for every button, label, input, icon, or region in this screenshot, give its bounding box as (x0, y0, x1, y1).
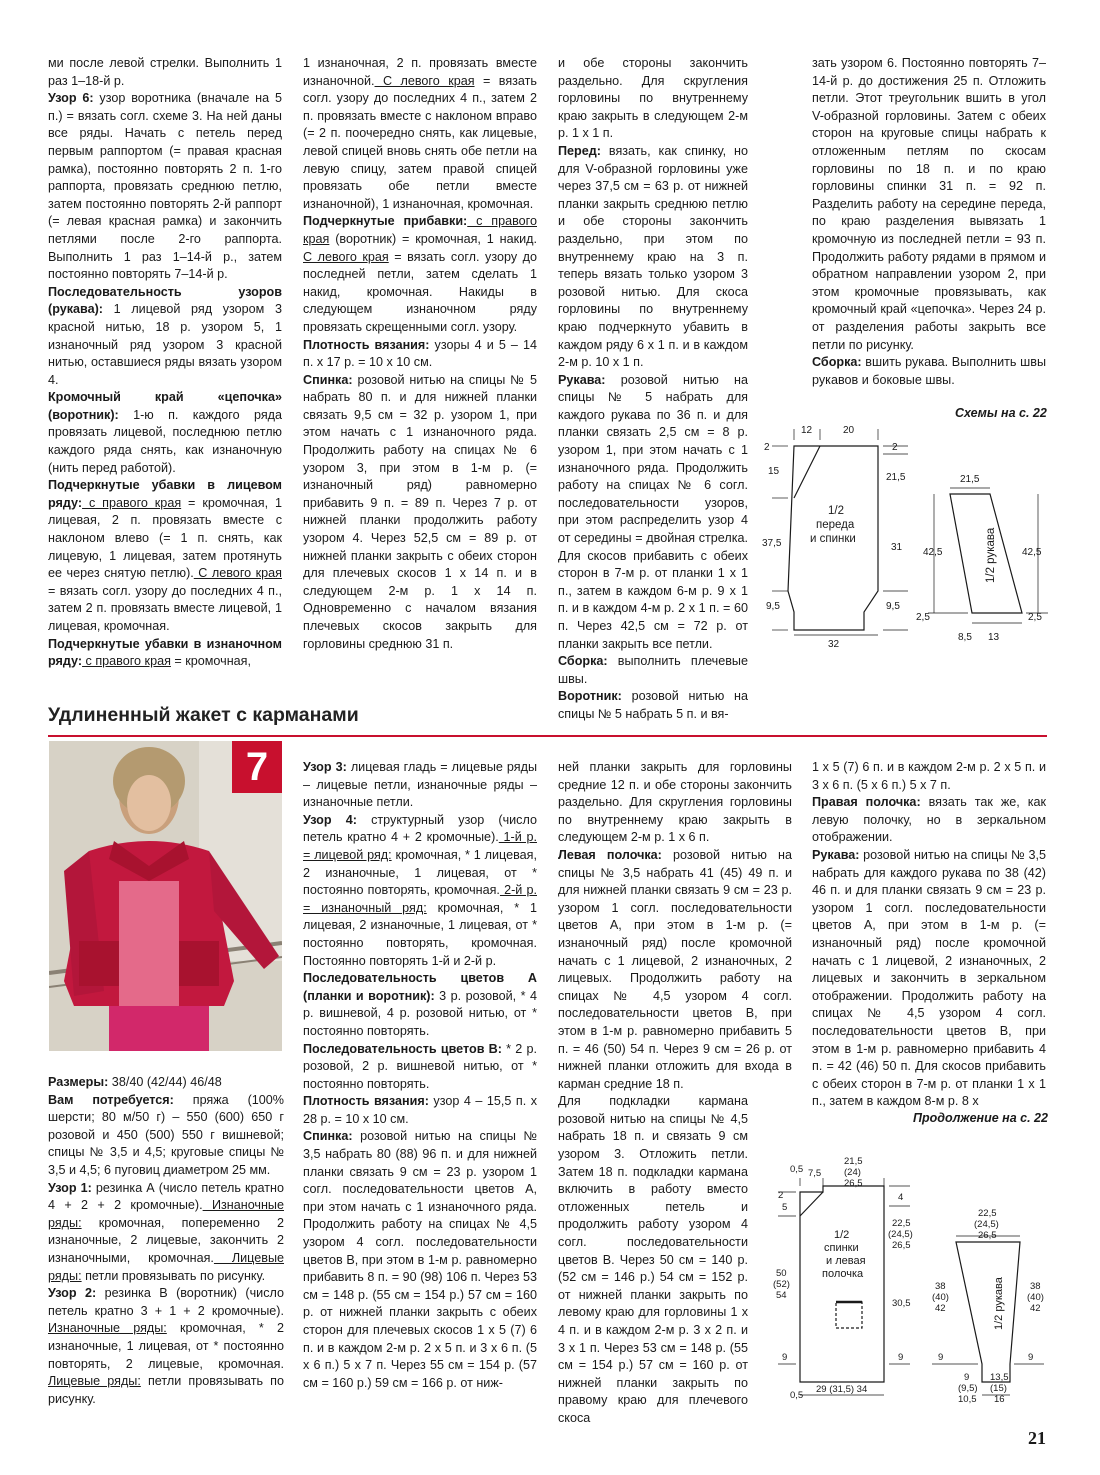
dim-2: 2 (764, 442, 770, 453)
piece-label: переда (816, 519, 855, 531)
top-column-1 (48, 55, 282, 671)
diagram-pattern-2 (760, 1150, 1050, 1410)
dim-13-5: 13,5 (990, 1372, 1009, 1383)
dim-37-5: 37,5 (762, 538, 782, 549)
dim-15: (15) (990, 1383, 1007, 1394)
top-column-4 (812, 55, 1046, 389)
piece-label: спинки (824, 1242, 859, 1254)
dim-50: 50 (776, 1268, 787, 1279)
dim-26-5: 26,5 (892, 1240, 911, 1251)
dim-7-5: 7,5 (808, 1168, 822, 1179)
dim-width: 29 (31,5) 34 (816, 1384, 868, 1395)
article-number-badge: 7 (232, 741, 282, 793)
dim-38: 38 (935, 1281, 946, 1292)
article-intro (48, 1074, 284, 1408)
dim-32: 32 (828, 639, 840, 650)
piece-label: и спинки (810, 533, 856, 545)
paragraph: Перед: вязать, как спинку, но для V-образной горловины уже через 37,5 см = 63 р. от нижней планки закрыть среднюю петлю и обе стороны закончить раздельно, при этом по внутреннему краю на 3 п. теперь вязать только узором 3 розовой нитью. Для скоса горловины по внутреннему краю подчеркнуто убавить в каждом ряду 6 x 1 п. и в каждом 2-м р. 10 x 1 п. (558, 143, 748, 370)
piece-label: полочка (822, 1268, 864, 1280)
paragraph: Рукава: розовой нитью на спицы № 5 набрать для каждого рукава по 36 п. и для планки связать 2,5 см = 8 р. узором 1, при этом начать с 1 изнаночного ряда. Продолжить работу на спицах № 6 согл. последовательности узоров, при этом распределить узор 4 от середины = двойная стрелка. Для скосов прибавить с обеих сторон в 7-м р. от планки 1 x 1 п., затем в каждом 6-м р. 9 x 1 п. и в каждом 4-м р. 2 x 1 п. = 60 п. Через 42,5 см = 72 р. от планки закрыть все петли. (558, 372, 748, 651)
dim-24-5: (24,5) (974, 1219, 999, 1230)
dim-9: 9 (782, 1352, 788, 1363)
paragraph: Последовательность цветов А (планки и воротник): 3 р. розовой, * 4 р. вишневой, 4 р. розовой нитью, от * постоянно повторять. (303, 971, 538, 1038)
back-front-outline (800, 1186, 884, 1382)
dim-9-5: (9,5) (958, 1383, 978, 1394)
sleeve-outline (956, 1242, 1020, 1382)
paragraph: Узор 4: структурный узор (число петель кратно 4 + 2 кромочные). 1-й р. = лицевой ряд: кромочная, * 1 лицевая, 2 изнаночные, 1 лицевая, от * постоянно повторять, кромочная. 2-й р. = изнаночный ряд: кромочная, * 1 лицевая, 2 изнаночные, 1 лицевая, от * постоянно повторять, кромочная. Постоянно повторять 1-й и 2-й р. (303, 812, 537, 968)
dim-30-5: 30,5 (892, 1298, 911, 1309)
top-column-3 (558, 55, 748, 724)
diagram-pattern-1 (758, 418, 1050, 650)
dim-52: (52) (773, 1279, 790, 1290)
paragraph: Плотность вязания: узор 4 – 15,5 п. x 28 р. = 10 x 10 см. (303, 1094, 537, 1126)
dim-2-5: 2,5 (1028, 612, 1042, 623)
dim-22-5: 22,5 (892, 1218, 911, 1229)
dim-42-5: 42,5 (923, 547, 943, 558)
paragraph: Последовательность узоров (рукава): 1 лицевой ряд узором 3 красной нитью, 18 р. узором 5, 1 изнаночный ряд узором 3 красной нитью, оставшиеся ряды вязать узором 4. (48, 284, 282, 387)
paragraph: 1 изнаночная, 2 п. провязать вместе изнаночной. С левого края = вязать согл. узору до последних 4 п., затем 2 п. провязать вместе с наклоном вправо (= 2 п. поочередно снять, как лицевые, левой спицей вновь снять обе петли на левую спицу, затем правой спицей провязать обе петли вместе изнаночной), 1 изнаночная, кромочная. (303, 56, 537, 211)
dim-54: 54 (776, 1290, 787, 1301)
article-column-2 (303, 759, 537, 1392)
paragraph: Плотность вязания: узоры 4 и 5 – 14 п. x 17 р. = 10 x 10 см. (303, 337, 537, 370)
article-column-4 (812, 759, 1046, 1111)
dim-9-5: 9,5 (766, 601, 780, 612)
dim-12: 12 (801, 425, 813, 436)
paragraph: Воротник: розовой нитью на спицы № 5 набрать 5 п. и вя- (558, 689, 748, 721)
sleeve-label: 1/2 рукава (985, 527, 997, 583)
neckline (794, 446, 820, 498)
paragraph: ми после левой стрелки. Выполнить 1 раз 1–18-й р. (48, 56, 282, 88)
paragraph: Последовательность цветов В: * 2 р. розовой, 2 р. вишневой нитью, от * постоянно повторять. (303, 1041, 537, 1091)
paragraph: и обе стороны закончить раздельно. Для скругления горловины по внутреннему краю закрыть в следующем 2-м р. 1 x 1 п. (558, 56, 748, 141)
dim-13: 13 (988, 632, 1000, 643)
dim-4: 4 (898, 1192, 904, 1203)
article-title: Удлиненный жакет с карманами (48, 704, 359, 726)
dim-21-5: 21,5 (844, 1156, 863, 1167)
dim-2: 2 (892, 442, 898, 453)
paragraph: Левая полочка: розовой нитью на спицы № 3,5 набрать 41 (45) 49 п. и для нижней планки связать 9 см = 23 р. узором 1 согл. последовательности цветов А, при этом в 1-м р. (= изнаночный ряд) после кромочной начать с 1 лицевой, 2 изнаночных, 2 лицевых. Продолжить работу на спицах № 4,5 узором 4 согл. последовательности цветов В, при этом в 1-м р. равномерно прибавить 5 п. = 46 (50) 54 п. Через 9 см = 26 р. от нижней планки отложить для входа в карман средние 18 п. (558, 847, 793, 1091)
paragraph: Узор 6: узор воротника (вначале на 5 п.) = вязать согл. схеме 3. На ней даны все ряды. Начать с петель перед первым раппортом (= правая красная рамка), постоянно повторять 2 п. 1-го раппорта, провязать среднюю петлю, затем постоянно повторять 2-й раппорт (= левая красная рамка) и закончить петлями после 2-го раппорта. Выполнить 1 раз 1–14-й р., затем постоянно повторять 7–14-й р. (48, 91, 282, 282)
dim-42: 42 (1030, 1303, 1041, 1314)
dim-20: 20 (843, 425, 855, 436)
dim-0-5: 0,5 (790, 1164, 804, 1175)
dim-0-5: 0,5 (790, 1390, 804, 1401)
paragraph: Вам потребуется: пряжа (100% шерсти; 80 м/50 г) – 550 (600) 650 г розовой и 450 (500) 550 г вишневой; спицы № 3,5 и 4,5; круговые спицы № 3,5 и 4,5; 6 пуговиц диаметром 25 мм. (48, 1092, 284, 1177)
dim-9: 9 (938, 1352, 944, 1363)
dim-9: 9 (964, 1372, 970, 1383)
piece-label: и левая (826, 1255, 866, 1267)
paragraph: Узор 3: лицевая гладь = лицевые ряды – лицевые петли, изнаночные ряды – изнаночные петли. (303, 760, 537, 810)
dim-5: 5 (782, 1202, 788, 1213)
dim-26-5: 26,5 (844, 1178, 863, 1189)
dim-24: (24) (844, 1167, 861, 1178)
paragraph: 1 x 5 (7) 6 п. и в каждом 2-м р. 2 x 5 п. и 3 x 6 п. (5 x 6 п.) 5 x 7 п. (812, 760, 1046, 792)
dim-31: 31 (891, 542, 903, 553)
paragraph: Подчеркнутые убавки в лицевом ряду: с правого края = кромочная, 1 лицевая, 2 п. провязать вместе с наклоном влево (= 1 п. снять, как лицевую, 1 лицевая, затем протянуть ее через снятую петлю). С левого края = вязать согл. узору до последних 4 п., затем 2 п. провязать вместе лицевой, 1 лицевая, кромочная. (48, 478, 282, 633)
dim-24-5: (24,5) (888, 1229, 913, 1240)
dim-9: 9 (898, 1352, 904, 1363)
piece-label: 1/2 (828, 505, 844, 517)
dim-21-5: 21,5 (960, 474, 980, 485)
dim-21-5: 21,5 (886, 472, 906, 483)
dim-42-5: 42,5 (1022, 547, 1042, 558)
dim-38: 38 (1030, 1281, 1041, 1292)
paragraph: Правая полочка: вязать так же, как левую полочку, но в зеркальном отображении. (812, 795, 1046, 845)
dim-9-5: 9,5 (886, 601, 900, 612)
paragraph: Сборка: выполнить плечевые швы. (558, 654, 748, 686)
pocket-outline (836, 1302, 862, 1328)
dim-40: (40) (1027, 1292, 1044, 1303)
page-number: 21 (1028, 1428, 1046, 1448)
dim-26-5: 26,5 (978, 1230, 997, 1241)
paragraph: Подчеркнутые убавки в изнаночном ряду: с правого края = кромочная, (48, 636, 282, 669)
title-rule (48, 735, 1047, 737)
paragraph: Спинка: розовой нитью на спицы № 3,5 набрать 80 (88) 96 п. и для нижней планки связать 9 см = 23 р. узором 1 согл. последовательности цветов А, при этом начать с 1 изнаночного ряда. Продолжить работу на спицах № 4,5 узором 4 согл. последовательности цветов В, при этом в 1-м р. равномерно прибавить 8 п. = 90 (98) 106 п. Через 53 см = 148 р. (55 см = 154 р.) 57 см = 160 р. от нижней планки закрыть с обеих сторон для плечевых скосов 1 x 5 (7) 6 п. и в каждом 2-м р. 2 x 5 п. и 3 x 6 п. (5 x 6 п.) 5 x 7 п. Через 55 см = 154 р. (57 см = 160 р.) 59 см = 166 р. от ниж- (303, 1129, 537, 1390)
paragraph: Спинка: розовой нитью на спицы № 5 набрать 80 п. и для нижней планки связать 9,5 см = 32 р. узором 1, при этом начать с 1 изнаночного ряда. Продолжить работу на спицах № 6 узором 3, при этом в 1-м р. (= изнаночный ряд) равномерно прибавить 9 п. = 89 п. Через 7 р. от нижней планки продолжить работу узором 4. Через 52,5 см = 89 р. от нижней планки закрыть с обеих сторон для плечевых скосов 1 x 14 п. и в следующем 2-м р. 1 x 14 п. Одновременно с началом вязания плечевых скосов закрыть для горловины среднюю 31 п. (303, 372, 537, 651)
piece-label: 1/2 (834, 1229, 850, 1241)
article-column-3 (558, 759, 792, 1428)
dim-8-5: 8,5 (958, 632, 972, 643)
paragraph: Узор 1: резинка А (число петель кратно 4 + 2 + 2 кромочные). Изнаночные ряды: кромочная, попеременно 2 изнаночные, 2 лицевые, закончить 2 изнаночными, кромочная. Лицевые ряды: петли провязывать по рисунку. (48, 1180, 285, 1283)
dim-9: 9 (1028, 1352, 1034, 1363)
dim-2: 2 (778, 1190, 784, 1201)
dim-15: 15 (768, 466, 780, 477)
paragraph: Узор 2: резинка В (воротник) (число петель кратно 3 + 1 + 2 кромочные). Изнаночные ряды: кромочная, * 2 изнаночные, 1 лицевая, от * постоянно повторять, 2 лицевые, кромочная. Лицевые ряды: петли провязывать по рисунку. (48, 1286, 284, 1406)
paragraph: Рукава: розовой нитью на спицы № 3,5 набрать для каждого рукава по 38 (42) 46 п. и для планки связать 9 см = 23 р. узором 1 согл. последовательности цветов А, при этом в 1-м р. (= изнаночный ряд) после кромочной начать с 1 лицевой, 2 изнаночных, 2 лицевых и закончить в зеркальном отображении. Продолжить работу на спицах № 4,5 узором 4 согл. последовательности цветов В, при этом в 1-м р. равномерно прибавить 4 п. = 42 (46) 50 п. Для скосов прибавить с обеих сторон в 7-м р. от планки 1 x 1 п., затем в каждом 8-м р. 8 x (812, 847, 1046, 1109)
paragraph: Размеры: 38/40 (42/44) 46/48 (48, 1075, 222, 1089)
paragraph: Подчеркнутые прибавки: с правого края (воротник) = кромочная, 1 накид. С левого края = вязать согл. узору до последней петли, затем сделать 1 накид, кромочная. Накиды в следующем изнаночном ряду провязать скрещенными согл. узору. (303, 214, 538, 334)
dim-10-5: 10,5 (958, 1394, 977, 1405)
sleeve-label: 1/2 рукава (993, 1277, 1005, 1330)
paragraph: ней планки закрыть для горловины средние 12 п. и обе стороны закончить раздельно. Для скругления горловины по внутреннему краю закрыть в следующем 2-м р. 1 x 6 п. (558, 760, 792, 845)
top-column-2 (303, 55, 537, 653)
dim-2-5: 2,5 (916, 612, 930, 623)
dim-42: 42 (935, 1303, 946, 1314)
paragraph: зать узором 6. Постоянно повторять 7–14-й р. до достижения 25 п. Отложить петли. Этот треугольник вшить в угол V-образной горловины. Затем с обеих сторон на круговые спицы набрать к отложенным петлям по скосам горловины по 18 п. и по краю горловины спинки 31 п. = 92 п. Разделить работу на середине переда, по краю разделения вывязать 1 кромочную из последней петли = 93 п. Продолжить работу рядами в прямом и обратном направлении узором 2, при этом кромочные провязывать, как кромочный край «цепочка». Через 24 р. от разделения работы закрыть все петли по рисунку. (812, 56, 1046, 352)
continued-reference: Продолжение на с. 22 (913, 1111, 1048, 1125)
dim-16: 16 (994, 1394, 1005, 1405)
dim-40: (40) (932, 1292, 949, 1303)
paragraph: Сборка: вшить рукава. Выполнить швы рукавов и боковые швы. (812, 355, 1046, 387)
neckline (800, 1192, 823, 1216)
paragraph: Кромочный край «цепочка» (воротник): 1-ю п. каждого ряда провязать лицевой, последнюю петлю каждого ряда снять, как изнаночную (нить перед работой). (48, 390, 282, 475)
schemes-reference: Схемы на с. 22 (955, 406, 1047, 420)
paragraph: Для подкладки кармана розовой нитью на спицы № 4,5 набрать 18 п. и связать 9 см узором 3. Отложить петли. Затем 18 п. подкладки кармана включить в работу вместо отложенных петель и продолжить работу узором 4 согл. последовательности цветов В. Через 50 см = 140 р. (52 см = 146 р.) 54 см = 152 р. от нижней планки закрыть по левому краю для горловины 1 x 4 п. и в каждом 2-м р. 3 x 2 п. и 3 x 1 п. Через 53 см = 148 р. (55 см = 154 р.) 57 см = 160 р. от нижней планки закрыть по правому краю для плечевого скоса (558, 1094, 748, 1425)
dim-22-5: 22,5 (978, 1208, 997, 1219)
